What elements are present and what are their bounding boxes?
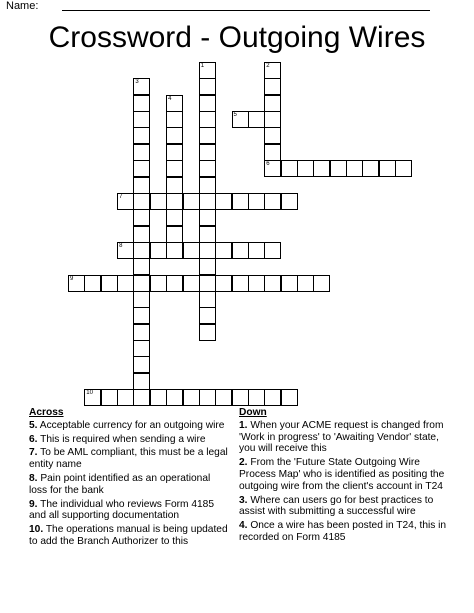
grid-cell[interactable] [166,275,183,292]
grid-cell[interactable] [183,242,200,259]
grid-cell[interactable] [199,193,216,210]
grid-cell[interactable] [313,275,330,292]
grid-cell[interactable] [133,389,150,406]
grid-cell[interactable] [199,209,216,226]
cell-number: 5 [233,112,237,119]
grid-cell[interactable] [215,275,232,292]
clue-across-7 [29,447,229,471]
grid-cell[interactable] [84,275,101,292]
cell-number: 7 [119,193,123,200]
cell-number: 4 [168,95,172,102]
grid-cell[interactable] [150,242,167,259]
clue-text: When your ACME request is changed from 'Work in progress' to 'Awaiting Vendor' state, you will receive this [239,419,444,455]
grid-cell[interactable] [248,242,265,259]
clue-number: 8. [29,472,38,484]
grid-cell[interactable] [215,193,232,210]
grid-cell[interactable] [264,62,281,79]
grid-cell[interactable] [166,209,183,226]
clue-text: The operations manual is being updated to add the Branch Authorizer to this [29,524,228,547]
grid-cell[interactable] [133,177,150,194]
page-title: Crossword - Outgoing Wires [48,21,426,54]
clue-number: 1. [239,419,248,431]
grid-cell[interactable] [133,95,150,112]
clue-number: 2. [239,457,248,469]
grid-cell[interactable] [133,226,150,243]
grid-cell[interactable] [215,242,232,259]
grid-cell[interactable] [166,193,183,210]
grid-cell[interactable] [346,160,363,177]
grid-cell[interactable] [199,144,216,161]
grid-cell[interactable] [133,193,150,210]
grid-cell[interactable] [84,389,101,406]
grid-cell[interactable] [330,160,347,177]
grid-cell[interactable] [281,389,298,406]
cell-number: 8 [119,242,123,249]
grid-cell[interactable] [264,193,281,210]
grid-cell[interactable] [133,340,150,357]
grid-cell[interactable] [264,127,281,144]
clue-across-6 [29,434,229,446]
grid-cell[interactable] [133,78,150,95]
clue-number: 10. [29,524,44,536]
grid-cell[interactable] [264,160,281,177]
grid-cell[interactable] [133,275,150,292]
clue-number: 5. [29,419,38,431]
clue-number: 3. [239,494,248,506]
clue-down-3 [239,495,454,519]
grid-cell[interactable] [297,160,314,177]
grid-cell[interactable] [362,160,379,177]
clue-text: Once a wire has been posted in T24, this in recorded on Form 4185 [239,520,447,543]
grid-cell[interactable] [183,275,200,292]
grid-cell[interactable] [183,389,200,406]
clue-down-4 [239,520,454,544]
grid-cell[interactable] [117,275,134,292]
cell-number: 3 [135,79,139,86]
grid-cell[interactable] [166,177,183,194]
grid-cell[interactable] [264,144,281,161]
clue-number: 4. [239,520,248,532]
grid-cell[interactable] [166,242,183,259]
clue-text: Acceptable currency for an outgoing wire [39,419,225,431]
grid-cell[interactable] [199,160,216,177]
grid-cell[interactable] [133,291,150,308]
grid-cell[interactable] [166,389,183,406]
down-heading: Down [239,407,267,418]
cell-number: 10 [86,390,93,396]
grid-cell[interactable] [199,111,216,128]
grid-cell[interactable] [117,193,134,210]
across-clues [29,407,229,550]
grid-cell[interactable] [264,242,281,259]
grid-cell[interactable] [68,275,85,292]
grid-cell[interactable] [133,356,150,373]
clue-across-9 [29,499,229,523]
grid-cell[interactable] [199,275,216,292]
grid-cell[interactable] [166,144,183,161]
clue-text: To be AML compliant, this must be a legal entity name [29,447,228,471]
grid-cell[interactable] [166,127,183,144]
grid-cell[interactable] [133,242,150,259]
clue-across-8 [29,473,229,497]
cell-number: 6 [266,161,270,168]
across-heading: Across [29,407,64,418]
grid-cell[interactable] [166,95,183,112]
grid-cell[interactable] [133,144,150,161]
grid-cell[interactable] [166,226,183,243]
grid-cell[interactable] [166,160,183,177]
cell-number: 2 [266,63,270,69]
cell-number: 1 [200,63,205,69]
grid-cell[interactable] [166,111,183,128]
grid-cell[interactable] [379,160,396,177]
grid-cell[interactable] [199,127,216,144]
grid-cell[interactable] [101,389,118,406]
grid-cell[interactable] [199,78,216,95]
grid-cell[interactable] [199,177,216,194]
grid-cell[interactable] [199,307,216,324]
grid-cell[interactable] [133,373,150,390]
grid-cell[interactable] [264,95,281,112]
grid-cell[interactable] [232,193,249,210]
grid-cell[interactable] [150,193,167,210]
clue-down-2 [239,457,454,492]
grid-cell[interactable] [264,275,281,292]
clue-text: From the 'Future State Outgoing Wire Process Map' who is identified as positing the outgoing wire from the client's account in T24 [239,457,445,492]
name-label: Name: [6,0,39,12]
grid-cell[interactable] [264,389,281,406]
clue-across-10 [29,524,229,548]
grid-cell[interactable] [199,291,216,308]
grid-cell[interactable] [232,242,249,259]
grid-cell[interactable] [281,160,298,177]
grid-cell[interactable] [101,275,118,292]
grid-cell[interactable] [117,389,134,406]
clue-across-5 [29,420,229,432]
grid-cell[interactable] [133,307,150,324]
grid-cell[interactable] [215,389,232,406]
grid-cell[interactable] [232,389,249,406]
grid-cell[interactable] [199,389,216,406]
clue-text: Where can users go for best practices to assist with submitting a successful wire [239,494,434,518]
clue-text: Pain point identified as an operational loss for the bank [29,472,211,496]
grid-cell[interactable] [297,275,314,292]
grid-cell[interactable] [117,242,134,259]
grid-cell[interactable] [248,389,265,406]
grid-cell[interactable] [232,275,249,292]
clue-text: The individual who reviews Form 4185 and all supporting documentation [29,498,214,522]
clue-down-1 [239,420,454,455]
grid-cell[interactable] [313,160,330,177]
grid-cell[interactable] [264,78,281,95]
clue-number: 7. [29,447,38,459]
grid-cell[interactable] [133,324,150,341]
grid-cell[interactable] [199,258,216,275]
clue-number: 9. [29,498,38,510]
clue-number: 6. [29,433,38,445]
grid-cell[interactable] [232,111,249,128]
grid-cell[interactable] [395,160,412,177]
grid-cell[interactable] [248,193,265,210]
grid-cell[interactable] [199,62,216,79]
grid-cell[interactable] [281,193,298,210]
grid-cell[interactable] [133,258,150,275]
grid-cell[interactable] [133,111,150,128]
grid-cell[interactable] [133,209,150,226]
down-clues [239,407,454,546]
grid-cell[interactable] [199,95,216,112]
grid-cell[interactable] [150,275,167,292]
grid-cell[interactable] [133,160,150,177]
grid-cell[interactable] [150,389,167,406]
grid-cell[interactable] [199,242,216,259]
cell-number: 9 [70,275,74,282]
grid-cell[interactable] [264,111,281,128]
grid-cell[interactable] [281,275,298,292]
grid-cell[interactable] [199,226,216,243]
grid-cell[interactable] [248,275,265,292]
grid-cell[interactable] [248,111,265,128]
grid-cell[interactable] [199,324,216,341]
grid-cell[interactable] [183,193,200,210]
clue-text: This is required when sending a wire [40,433,206,445]
grid-cell[interactable] [133,127,150,144]
